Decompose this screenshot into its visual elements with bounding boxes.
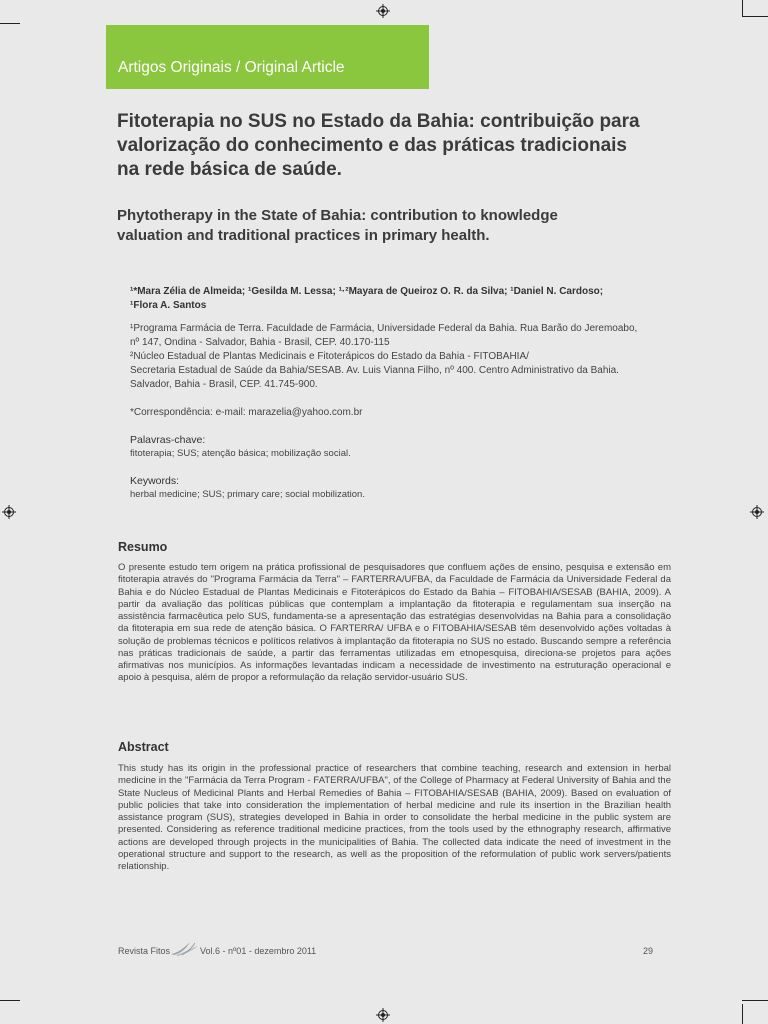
crop-mark bbox=[742, 1000, 768, 1001]
registration-mark-icon bbox=[376, 4, 390, 18]
title-line: Phytotherapy in the State of Bahia: contribution to knowledge bbox=[117, 207, 558, 224]
affiliation-line: ¹Programa Farmácia de Terra. Faculdade de Farmácia, Universidade Federal da Bahia. Rua Barão do Jeremoabo, bbox=[130, 323, 638, 334]
title-line: na rede básica de saúde. bbox=[117, 159, 342, 180]
registration-mark-icon bbox=[2, 505, 16, 519]
article-title-pt bbox=[117, 110, 677, 182]
registration-mark-icon bbox=[376, 1008, 390, 1022]
author-line: ¹*Mara Zélia de Almeida; ¹Gesilda M. Lessa; ¹·²Mayara de Queiroz O. R. da Silva; ¹Daniel N. Cardoso; bbox=[130, 286, 604, 297]
author-list bbox=[130, 285, 670, 313]
crop-mark bbox=[742, 0, 743, 16]
correspondence bbox=[130, 406, 670, 420]
keywords-pt-text: fitoterapia; SUS; atenção básica; mobilização social. bbox=[130, 448, 351, 459]
page-number: 29 bbox=[642, 946, 653, 956]
title-line: Fitoterapia no SUS no Estado da Bahia: contribuição para bbox=[117, 111, 640, 132]
correspondence-email: *Correspondência: e-mail: marazelia@yahoo.com.br bbox=[130, 407, 363, 418]
crop-mark bbox=[0, 1000, 20, 1001]
keywords-en bbox=[130, 474, 630, 501]
title-line: valorização do conhecimento e das práticas tradicionais bbox=[117, 135, 628, 156]
abstract-heading: Abstract bbox=[118, 740, 169, 754]
registration-mark-icon bbox=[750, 505, 764, 519]
crop-mark bbox=[742, 1004, 743, 1024]
crop-mark bbox=[742, 16, 768, 17]
resumo-text: O presente estudo tem origem na prática profissional de pesquisadores que confluem ações de ensino, pesquisa e extensão em fitoterapia através do "Programa Farmácia da Terra" – FARTERRA/UFBA, da Faculdade de Farmácia da Universidade Federal da Bahia e do Núcleo Estadual de Plantas Medicinais e Fitoterápicos do Estado da Bahia – FITOBAHIA/SESAB (BAHIA, 2009). A partir da avaliação das políticas públicas que contemplam a implantação da fitoterapia e regulamentam sua inserção na assistência farmacêutica pelo SUS, fundamenta-se a apresentação das estratégias desenvolvidas na Bahia para a consolidação da fitoterapia em sua rede de atenção básica. O FARTERRA/ UFBA e o FITOBAHIA/SESAB têm desenvolvido ações voltadas à solução de problemas técnicos e políticos relativos à implantação da fitoterapia no SUS no estado. Buscando sempre a referência nas práticas tradicionais de saúde, a partir das ferramentas utilizadas em etnopesquisa, direciona-se projetos para ações afirmativas nos municípios. As informações levantadas indicam a necessidade de investimento na estruturação operacional e apoio à pesquisa, além de propor a reformulação da relação servidor-usuário SUS. bbox=[118, 562, 671, 684]
leaf-logo-icon bbox=[170, 940, 200, 959]
abstract-text: This study has its origin in the professional practice of researchers that combine teaching, research and extension in herbal medicine in the "Farmácia da Terra Program - FATERRA/UFBA", of the College of Pharmacy at Federal University of Bahia and the State Nucleus of Medicinal Plants and Herbal Remedies of Bahia – FITOBAHIA/SESAB (BAHIA, 2009). Based on evaluation of public policies that take into consideration the implementation of herbal medicine and rule its insertion in the Brazilian health assistance program (SUS), strategies developed in Bahia in order to consolidate the herbal medicine in the public system are presented. Considering as reference traditional medicine practices, from the tools used by the ethnography research, affirmative actions are developed through projects in the municipalities of Bahia. The collected data indicate the need of investment in the operational structure and support to the research, as well as the proposition of the reformulation of public work servers/patients relationship. bbox=[118, 763, 671, 872]
keywords-pt-label: Palavras-chave: bbox=[130, 434, 206, 446]
resumo-heading: Resumo bbox=[118, 540, 168, 554]
affiliation-line: Salvador, Bahia - Brasil, CEP. 41.745-900. bbox=[130, 379, 318, 390]
journal-name: Revista Fitos bbox=[118, 946, 171, 956]
title-line: valuation and traditional practices in primary health. bbox=[117, 227, 490, 244]
page-footer bbox=[118, 944, 653, 958]
keywords-pt bbox=[130, 433, 630, 460]
issue-info: Vol.6 - nº01 - dezembro 2011 bbox=[200, 946, 317, 956]
crop-mark bbox=[0, 23, 20, 24]
section-label: Artigos Originais / Original Article bbox=[118, 59, 345, 76]
section-banner bbox=[106, 25, 429, 89]
article-title-en bbox=[117, 206, 637, 246]
affiliation-line: ²Núcleo Estadual de Plantas Medicinais e Fitoterápicos do Estado da Bahia - FITOBAHIA/ bbox=[130, 351, 529, 362]
keywords-en-text: herbal medicine; SUS; primary care; social mobilization. bbox=[130, 489, 365, 500]
keywords-en-label: Keywords: bbox=[130, 475, 180, 487]
affiliation-line: Secretaria Estadual de Saúde da Bahia/SESAB. Av. Luis Vianna Filho, nº 400. Centro Administrativo da Bahia. bbox=[130, 365, 619, 376]
affiliations bbox=[130, 322, 670, 392]
author-line: ¹Flora A. Santos bbox=[130, 300, 207, 311]
affiliation-line: nº 147, Ondina - Salvador, Bahia - Brasil, CEP. 40.170-115 bbox=[130, 337, 390, 348]
